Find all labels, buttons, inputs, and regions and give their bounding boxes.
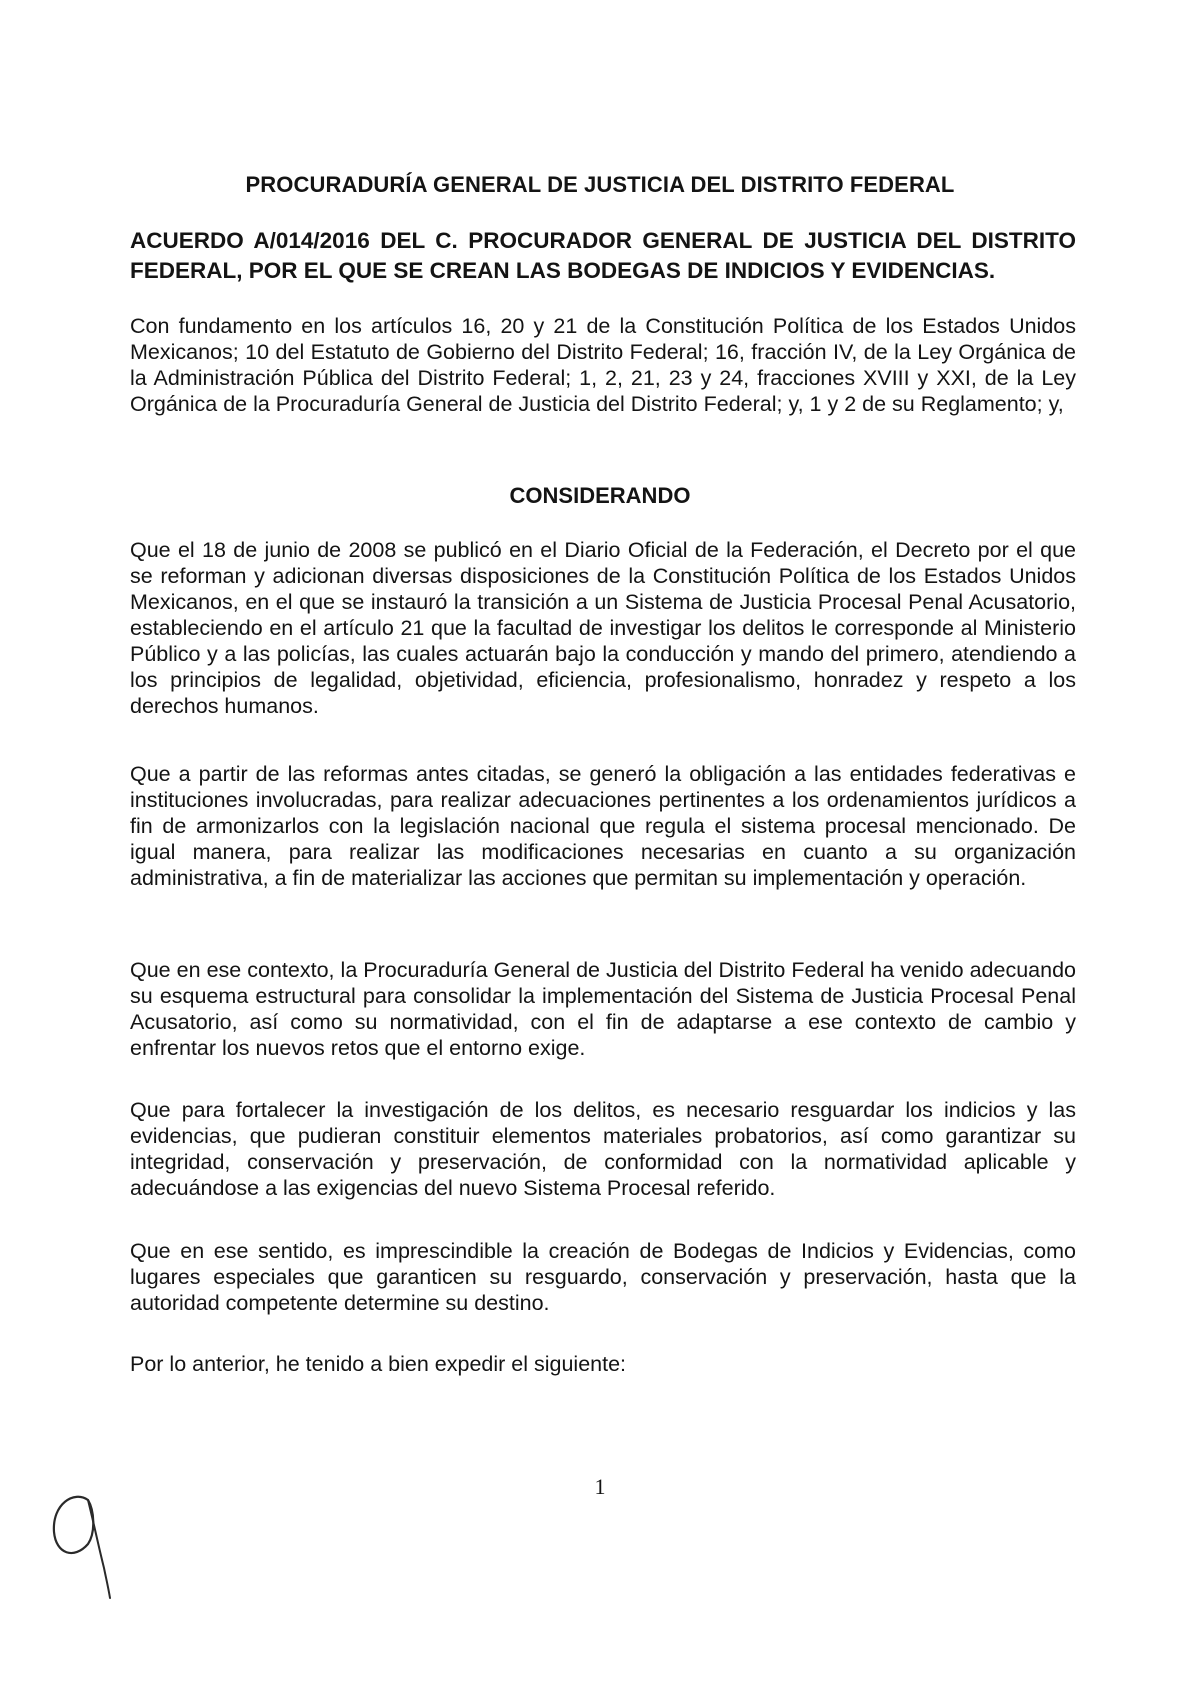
institution-heading: PROCURADURÍA GENERAL DE JUSTICIA DEL DISTRITO FEDERAL — [245, 172, 955, 197]
preamble-paragraph: Con fundamento en los artículos 16, 20 y 21 de la Constitución Política de los Estados Unidos Mexicanos; 10 del Estatuto de Gobierno del Distrito Federal; 16, fracción IV, de la Ley Orgánica de la Administración Pública del Distrito Federal; 1, 2, 21, 23 y 24, fracciones XVIII y XXI, de la Ley Orgánica de la Procuraduría General de Justicia del Distrito Federal; y, 1 y 2 de su Reglamento; y, — [130, 314, 1076, 416]
considerando-heading: CONSIDERANDO — [509, 483, 691, 508]
page-number: 1 — [594, 1474, 606, 1499]
agreement-title: ACUERDO A/014/2016 DEL C. PROCURADOR GENERAL DE JUSTICIA DEL DISTRITO FEDERAL, POR EL QUE SE CREAN LAS BODEGAS DE INDICIOS Y EVIDENCIAS. — [130, 228, 1076, 283]
considerando-paragraph: Que a partir de las reformas antes citadas, se generó la obligación a las entidades federativas e instituciones involucradas, para realizar adecuaciones pertinentes a los ordenamientos jurídicos a fin de armonizarlos con la legislación nacional que regula el sistema procesal mencionado. De igual manera, para realizar las modificaciones necesarias en cuanto a su organización administrativa, a fin de materializar las acciones que permitan su implementación y operación. — [130, 762, 1076, 890]
considerando-paragraph: Que el 18 de junio de 2008 se publicó en el Diario Oficial de la Federación, el Decreto por el que se reforman y adicionan diversas disposiciones de la Constitución Política de los Estados Unidos Mexicanos, en el que se instauró la transición a un Sistema de Justicia Procesal Penal Acusatorio, estableciendo en el artículo 21 que la facultad de investigar los delitos le corresponde al Ministerio Público y a las policías, las cuales actuarán bajo la conducción y mando del primero, atendiendo a los principios de legalidad, objetividad, eficiencia, profesionalismo, honradez y respeto a los derechos humanos. — [130, 538, 1076, 718]
considerando-paragraph: Que en ese contexto, la Procuraduría General de Justicia del Distrito Federal ha venido adecuando su esquema estructural para consolidar la implementación del Sistema de Justicia Procesal Penal Acusatorio, así como su normatividad, con el fin de adaptarse a ese contexto de cambio y enfrentar los nuevos retos que el entorno exige. — [130, 958, 1076, 1060]
handwritten-initials-icon — [44, 1474, 124, 1604]
considerando-paragraph: Que para fortalecer la investigación de los delitos, es necesario resguardar los indicios y las evidencias, que pudieran constituir elementos materiales probatorios, así como garantizar su integridad, conservación y preservación, de conformidad con la normatividad aplicable y adecuándose a las exigencias del nuevo Sistema Procesal referido. — [130, 1098, 1076, 1200]
closing-sentence: Por lo anterior, he tenido a bien expedir el siguiente: — [130, 1352, 627, 1376]
considerando-paragraph: Que en ese sentido, es imprescindible la creación de Bodegas de Indicios y Evidencias, como lugares especiales que garanticen su resguardo, conservación y preservación, hasta que la autoridad competente determine su destino. — [130, 1239, 1076, 1315]
